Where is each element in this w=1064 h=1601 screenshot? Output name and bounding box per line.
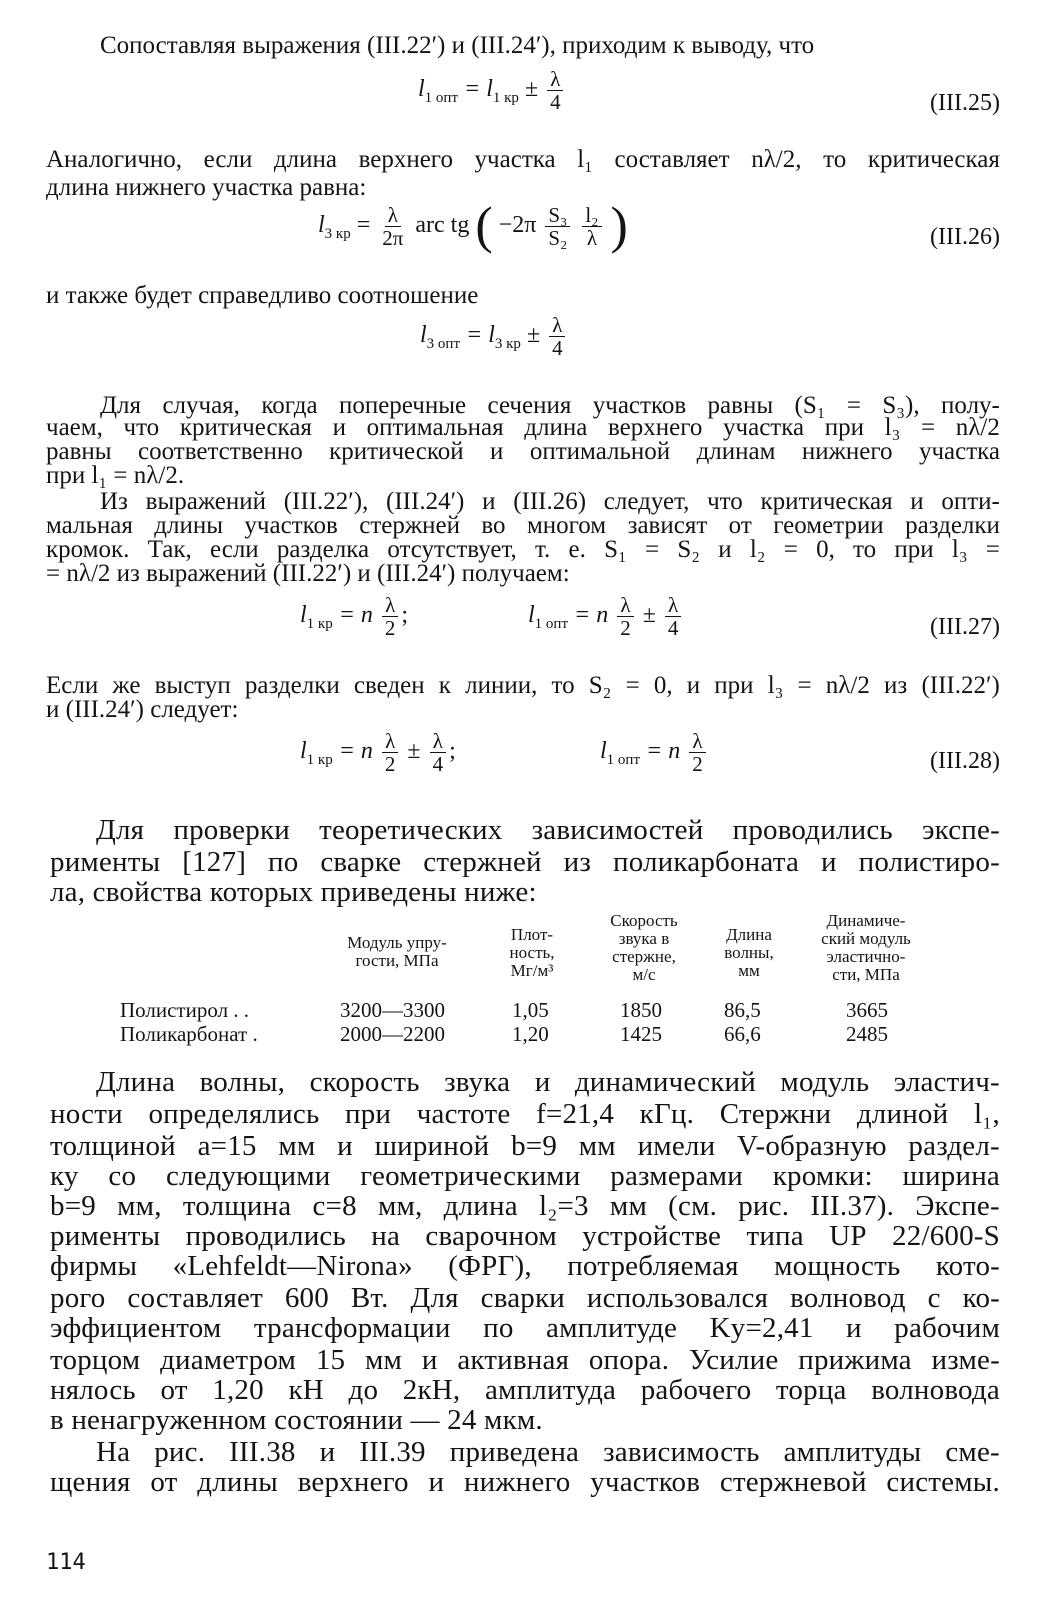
eq-fraction bbox=[665, 594, 682, 639]
eq-subscript: 3 кр bbox=[494, 335, 521, 352]
text-line: торцом диаметром 15 мм и активная опора. Усилие прижима изме- bbox=[50, 1344, 1000, 1376]
eq-function: arc tg bbox=[415, 212, 470, 239]
text-line: при l₁ = nλ/2. bbox=[46, 462, 185, 489]
equation-iii-27-critical bbox=[300, 594, 408, 639]
table-header: Модуль упру- гости, МПа bbox=[347, 933, 447, 970]
eq-symbol: l bbox=[420, 322, 427, 349]
table-header: Динамиче- ский модуль эластично- сти, МПа bbox=[821, 911, 911, 984]
eq-numerator: λ bbox=[382, 594, 398, 617]
table-cell: 86,5 bbox=[724, 998, 761, 1022]
eq-subscript: 1 кр bbox=[306, 751, 333, 768]
eq-operator: ± bbox=[526, 322, 541, 349]
text-line: рименты проводились на сварочном устройстве типа UP 22/600-S bbox=[50, 1220, 1000, 1252]
eq-operator: ± bbox=[407, 738, 421, 765]
eq-symbol: l bbox=[300, 738, 307, 765]
eq-numerator: λ bbox=[617, 594, 633, 617]
text-line: рименты [127] по сварке стержней из поликарбоната и полистиро- bbox=[50, 846, 1000, 878]
eq-symbol: = n bbox=[646, 738, 681, 765]
text-line: и также будет справедливо соотношение bbox=[46, 282, 479, 309]
table-cell: 1850 bbox=[620, 998, 662, 1022]
eq-subscript: 1 кр bbox=[492, 89, 519, 106]
eq-numerator: λ bbox=[430, 730, 446, 753]
table-cell: 3665 bbox=[846, 998, 888, 1022]
text-line: в ненагруженном состоянии — 24 мкм. bbox=[50, 1404, 543, 1436]
text-line: Для проверки теоретических зависимостей проводились экспе- bbox=[96, 814, 1000, 846]
eq-fraction bbox=[379, 204, 406, 249]
text-line: ности определялись при частоте f=21,4 кГц. Стержни длиной l₁, bbox=[50, 1098, 1000, 1130]
eq-symbol: = n bbox=[338, 738, 373, 765]
eq-symbol: = n bbox=[338, 602, 373, 629]
table-row-label: Поликарбонат . bbox=[120, 1022, 258, 1046]
equation-number: (III.26) bbox=[930, 224, 1000, 250]
eq-symbol: = l bbox=[464, 76, 493, 103]
table-cell: 66,6 bbox=[724, 1022, 761, 1046]
eq-symbol: = n bbox=[574, 602, 609, 629]
text-line: фирмы «Lehfeldt—Nirona» (ФРГ), потребляемая мощность кото- bbox=[50, 1250, 1000, 1282]
eq-denominator: 2 bbox=[620, 616, 631, 640]
eq-denominator: 2π bbox=[382, 226, 404, 250]
table-cell: 2485 bbox=[846, 1022, 888, 1046]
equation-iii-26 bbox=[318, 197, 628, 255]
eq-symbol: l bbox=[528, 602, 535, 629]
eq-symbol: l bbox=[418, 76, 425, 103]
table-cell: 1,20 bbox=[512, 1022, 549, 1046]
text-line: мальная длины участков стержней во многом зависят от геометрии разделки bbox=[46, 512, 1000, 539]
eq-denominator: 2 bbox=[692, 752, 703, 776]
text-line: чаем, что критическая и оптимальная длина верхнего участка при l₃ = nλ/2 bbox=[46, 414, 1000, 441]
eq-fraction bbox=[617, 594, 634, 639]
text-line: Из выражений (III.22′), (III.24′) и (III.26) следует, что критическая и опти- bbox=[100, 488, 1000, 515]
table-header: Скорость звука в стержне, м/с bbox=[610, 911, 678, 984]
eq-fraction bbox=[547, 68, 564, 113]
text-line: ла, свойства которых приведены ниже: bbox=[50, 876, 537, 908]
eq-term: −2π bbox=[498, 212, 537, 239]
text-line: b=9 мм, толщина c=8 мм, длина l₂=3 мм (см. рис. III.37). Экспе- bbox=[50, 1190, 1000, 1222]
eq-separator: ; bbox=[449, 738, 456, 765]
eq-numerator: λ bbox=[665, 594, 681, 617]
table-cell: 1425 bbox=[620, 1022, 662, 1046]
eq-numerator: λ bbox=[382, 730, 398, 753]
text-line: ку со следующими геометрическими размерами кромки: ширина bbox=[50, 1160, 1000, 1192]
eq-operator: = bbox=[356, 212, 371, 239]
equation-iii-28-optimal bbox=[600, 730, 709, 775]
table-header: Длина волны, мм bbox=[724, 925, 774, 980]
eq-symbol: l bbox=[600, 738, 607, 765]
eq-fraction bbox=[582, 204, 601, 249]
eq-symbol: l bbox=[318, 212, 325, 239]
text-line: щения от длины верхнего и нижнего участков стержневой системы. bbox=[50, 1466, 1000, 1498]
text-line: Длина волны, скорость звука и динамический модуль эластич- bbox=[96, 1066, 1000, 1098]
table-row-label: Полистирол . . bbox=[120, 998, 250, 1022]
eq-denominator: 2 bbox=[384, 752, 396, 776]
table-cell: 1,05 bbox=[512, 998, 549, 1022]
eq-numerator: λ bbox=[547, 68, 563, 91]
eq-subscript: 1 опт bbox=[424, 89, 459, 106]
eq-subscript: 1 опт bbox=[534, 615, 569, 632]
text-line: Аналогично, если длина верхнего участка l₁ составляет nλ/2, то критическая bbox=[46, 146, 1000, 173]
equation-l3-opt bbox=[420, 314, 569, 359]
text-line: эффициентом трансформации по амплитуде Kу=2,41 и рабочим bbox=[50, 1312, 1000, 1344]
text-line: нялось от 1,20 кН до 2кН, амплитуда рабочего торца волновода bbox=[50, 1374, 1000, 1406]
text-line: равны соответственно критической и оптимальной длинам нижнего участка bbox=[46, 438, 1000, 465]
eq-denominator: λ bbox=[586, 226, 598, 250]
eq-denominator: 4 bbox=[550, 90, 561, 114]
eq-fraction bbox=[549, 314, 566, 359]
eq-subscript: 3 опт bbox=[426, 335, 461, 352]
eq-numerator: λ bbox=[689, 730, 705, 753]
eq-fraction bbox=[430, 730, 447, 775]
eq-denominator: S₂ bbox=[548, 226, 568, 250]
eq-fraction bbox=[545, 204, 570, 249]
text-line: На рис. III.38 и III.39 приведена зависимость амплитуды сме- bbox=[96, 1436, 1000, 1468]
eq-denominator: 4 bbox=[432, 752, 444, 776]
eq-denominator: 2 bbox=[384, 616, 396, 640]
equation-number: (III.28) bbox=[930, 748, 1000, 774]
table-cell: 3200—3300 bbox=[340, 998, 445, 1022]
eq-numerator: λ bbox=[385, 204, 401, 227]
text-line: Для случая, когда поперечные сечения участков равны (S₁ = S₃), полу- bbox=[100, 392, 1000, 419]
eq-subscript: 1 кр bbox=[306, 615, 333, 632]
eq-fraction bbox=[382, 594, 399, 639]
eq-denominator: 4 bbox=[667, 616, 679, 640]
text-line: = nλ/2 из выражений (III.22′) и (III.24′) получаем: bbox=[46, 560, 570, 587]
equation-number: (III.25) bbox=[930, 90, 1000, 116]
eq-numerator: S₃ bbox=[545, 204, 570, 227]
eq-numerator: λ bbox=[549, 314, 565, 337]
text-line: толщиной a=15 мм и шириной b=9 мм имели V-образную раздел- bbox=[50, 1130, 1000, 1162]
table-cell: 2000—2200 bbox=[340, 1022, 445, 1046]
eq-symbol: = l bbox=[466, 322, 495, 349]
text-line: и (III.24′) следует: bbox=[46, 696, 239, 723]
eq-subscript: 3 кр bbox=[324, 225, 351, 242]
text-line: рого составляет 600 Вт. Для сварки использовался волновод с ко- bbox=[50, 1282, 1000, 1314]
eq-paren-open: ( bbox=[475, 197, 493, 255]
equation-number: (III.27) bbox=[930, 614, 1000, 640]
eq-symbol: l bbox=[300, 602, 307, 629]
equation-iii-27-optimal bbox=[528, 594, 684, 639]
eq-denominator: 4 bbox=[552, 336, 563, 360]
table-header: Плот- ность, Мг/м³ bbox=[509, 925, 555, 980]
eq-numerator: l₂ bbox=[582, 204, 601, 227]
text-line: Сопоставляя выражения (III.22′) и (III.24′), приходим к выводу, что bbox=[100, 32, 815, 59]
text-line: кромок. Так, если разделка отсутствует, т. е. S₁ = S₂ и l₂ = 0, то при l₃ = bbox=[46, 536, 1000, 563]
equation-iii-28-critical bbox=[300, 730, 456, 775]
equation-iii-25 bbox=[418, 68, 567, 113]
eq-separator: ; bbox=[401, 602, 409, 629]
text-line: Если же выступ разделки сведен к линии, то S₂ = 0, и при l₃ = nλ/2 из (III.22′) bbox=[46, 672, 1000, 699]
page-number: 114 bbox=[46, 1550, 86, 1575]
eq-operator: ± bbox=[524, 76, 539, 103]
eq-subscript: 1 опт bbox=[606, 751, 641, 768]
eq-fraction bbox=[382, 730, 399, 775]
eq-operator: ± bbox=[642, 602, 656, 629]
text-line: длина нижнего участка равна: bbox=[46, 174, 367, 201]
eq-paren-close: ) bbox=[610, 197, 628, 255]
eq-fraction bbox=[689, 730, 706, 775]
